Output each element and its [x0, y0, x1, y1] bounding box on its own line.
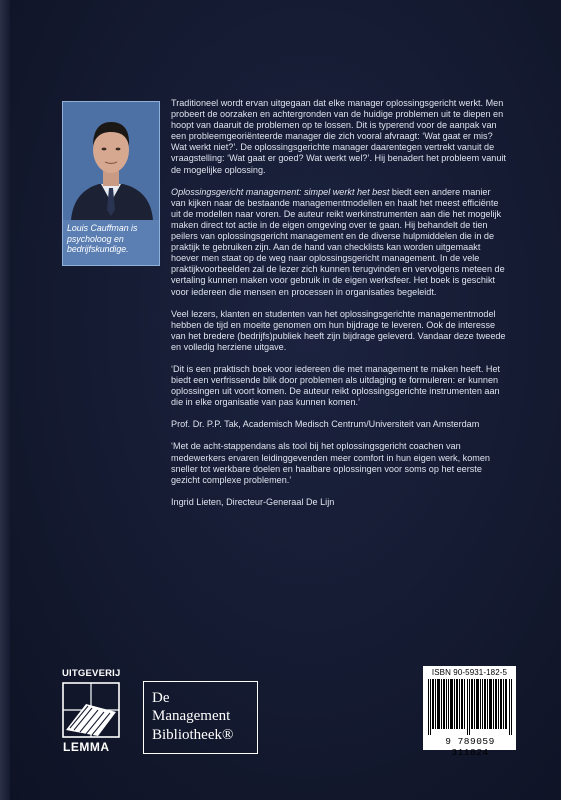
barcode-label: [423, 666, 516, 758]
author-caption: [67, 223, 157, 255]
quote-tak: ‘Dit is een praktisch boek voor iedereen die met management te maken heeft. Het biedt een verfrissende blik door problemen als uitdaging te formuleren: er kunnen oplossingen uit voort komen. De auteur reikt oplossingsgerichte instrumenten aan die in elke organisatie van pas kunnen komen.’: [171, 363, 501, 408]
publisher-top-text: UITGEVERIJ: [62, 668, 121, 679]
publisher-logo: [62, 668, 124, 758]
barcode-number: 9 789059 311824: [445, 736, 495, 758]
author-photo-panel: [62, 101, 160, 266]
caption-line: psycholoog en: [67, 233, 124, 244]
lemma-book-icon: [62, 682, 120, 738]
author-photo: [63, 102, 159, 220]
book-title-emphasis: Oplossingsgericht management: simpel werkt het best: [171, 186, 390, 197]
series-line: Management: [152, 708, 231, 724]
caption-line: bedrijfskundige.: [67, 244, 129, 255]
edition-paragraph: Veel lezers, klanten en studenten van het oplossingsgerichte managementmodel hebben de tijd en moeite genomen om hun bijdrage te leveren. Ook de interesse van het bredere (bedrijfs)publiek heeft zijn bijdrage geleverd. Vandaar deze tweede en volledig herziene uitgave.: [171, 308, 506, 352]
series-logo: [143, 681, 258, 754]
isbn-text: ISBN 90-5931-182-5: [431, 668, 508, 677]
series-line: Bibliotheek®: [152, 727, 234, 743]
series-line: De: [152, 690, 170, 706]
description-rest: biedt een andere manier van kijken naar de bestaande managementmodellen en haalt het meest efficiënte uit de modellen naar voren. De auteur reikt werkinstrumenten aan die het mogelijk maken direct tot actie in de eigen omgeving over te gaan. Hij behandelt de tien peilers van oplossingsgericht management en de diverse hulpmiddelen die in de praktijk te gebruiken zijn. Aan de hand van checklists kan worden uitgemaakt hoever men staat op de weg naar oplossingsgericht management. In de vele praktijkvoorbeelden zal de lezer zich kunnen terugvinden en vervolgens meteen de vertaling kunnen maken voor gebruik in de eigen werksfeer. Het boek is geschikt voor iedereen die mensen en processen in organisaties begeleidt.: [171, 186, 505, 297]
quote-attribution-tak: Prof. Dr. P.P. Tak, Academisch Medisch Centrum/Universiteit van Amsterdam: [171, 419, 480, 430]
blurb-text: [171, 98, 507, 519]
publisher-bottom-text: LEMMA: [63, 740, 110, 754]
book-spine-edge: [0, 0, 10, 800]
quote-lieten: ‘Met de acht-stappendans als tool bij het oplossingsgericht coachen van medewerkers ervaren leidinggevenden meer comfort in hun eigen werk, komen sneller tot werkbare doelen en haalbare oplossingen voor soms op het eerste gezicht complexe problemen.’: [171, 441, 490, 485]
description-paragraph: [171, 187, 507, 298]
barcode-bars: [428, 679, 512, 735]
intro-paragraph: Traditioneel wordt ervan uitgegaan dat elke manager oplossingsgericht werkt. Men probeert de oorzaken en achtergronden van de huidige problemen uit te diepen en hoopt van daaruit de problemen op te lossen. Dit is typerend voor de aanpak van een probleemgeoriënteerde manager die zich vooral afvraagt: ‘Wat gaat er mis? Wat werkt niet?’. De oplossingsgerichte manager daarentegen vertrekt vanuit de vraagstelling: ‘Wat gaat er goed? Wat werkt wel?’. Hij benadert het probleem vanuit de mogelijke oplossing.: [171, 98, 506, 175]
caption-line: Louis Cauffman is: [67, 223, 138, 233]
quote-attribution-lieten: Ingrid Lieten, Directeur-Generaal De Lijn: [171, 496, 335, 507]
